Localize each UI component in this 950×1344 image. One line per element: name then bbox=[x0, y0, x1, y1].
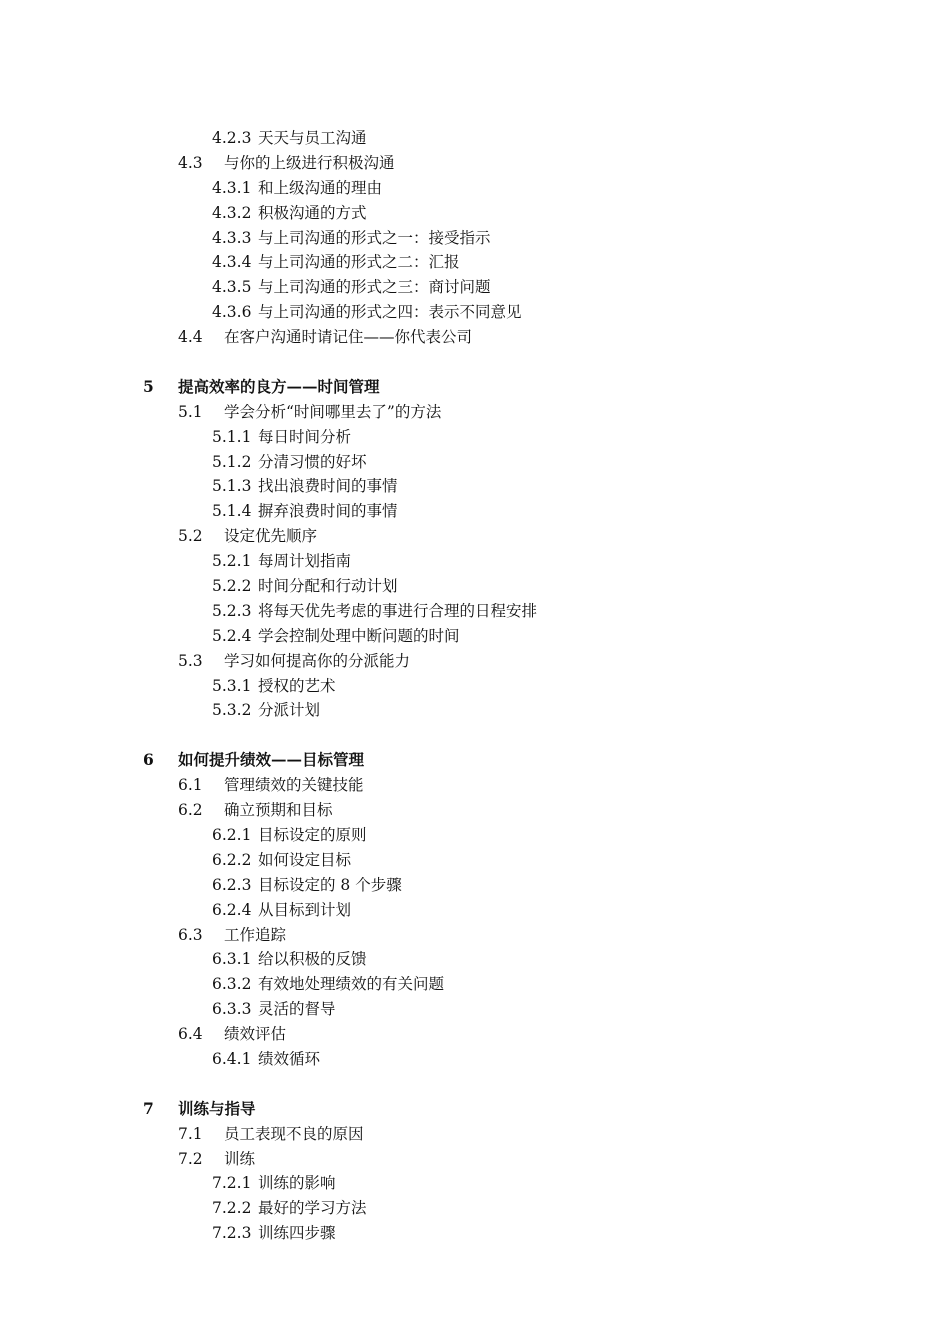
toc-subsection[interactable] bbox=[0, 1221, 950, 1246]
toc-section[interactable] bbox=[0, 798, 950, 823]
toc-title: 有效地处理绩效的有关问题 bbox=[258, 975, 445, 994]
toc-number: 6.3.3 bbox=[212, 1000, 252, 1019]
toc-number: 4.3.5 bbox=[212, 278, 252, 297]
toc-title: 如何设定目标 bbox=[258, 850, 352, 869]
toc-subsection[interactable] bbox=[0, 848, 950, 873]
toc-number: 5.3.2 bbox=[212, 701, 252, 720]
toc-number: 6.3 bbox=[178, 925, 203, 944]
toc-number: 6.1 bbox=[178, 776, 203, 795]
toc-title: 工作追踪 bbox=[224, 925, 287, 944]
toc-title: 授权的艺术 bbox=[258, 676, 336, 695]
toc-number: 6.2 bbox=[178, 801, 203, 820]
toc-section[interactable] bbox=[0, 524, 950, 549]
toc-subsection[interactable] bbox=[0, 947, 950, 972]
toc-section[interactable] bbox=[0, 1147, 950, 1172]
toc-title: 学会控制处理中断问题的时间 bbox=[258, 626, 460, 645]
toc-subsection[interactable] bbox=[0, 425, 950, 450]
toc-title: 与上司沟通的形式之四：表示不同意见 bbox=[258, 303, 522, 322]
toc-title: 最好的学习方法 bbox=[258, 1199, 367, 1218]
toc-number: 6.3.2 bbox=[212, 975, 252, 994]
toc-number: 5.1.4 bbox=[212, 502, 252, 521]
toc-title: 与上司沟通的形式之三：商讨问题 bbox=[258, 278, 491, 297]
toc-title: 灵活的督导 bbox=[258, 1000, 336, 1019]
toc-title: 如何提升绩效——目标管理 bbox=[178, 750, 365, 770]
toc-number: 6.2.3 bbox=[212, 875, 252, 894]
toc-subsection[interactable] bbox=[0, 823, 950, 848]
toc-number: 6.2.2 bbox=[212, 850, 252, 869]
toc-number: 5.2.1 bbox=[212, 552, 252, 571]
toc-number: 7.1 bbox=[178, 1124, 203, 1143]
toc-subsection[interactable] bbox=[0, 574, 950, 599]
toc-number: 5 bbox=[143, 376, 154, 396]
toc-title: 分派计划 bbox=[258, 701, 321, 720]
toc-title: 给以积极的反馈 bbox=[258, 950, 367, 969]
toc-title: 和上级沟通的理由 bbox=[258, 178, 383, 197]
toc-subsection[interactable] bbox=[0, 698, 950, 723]
toc-number: 6.4 bbox=[178, 1025, 203, 1044]
toc-title: 目标设定的 8 个步骤 bbox=[258, 875, 402, 894]
toc-spacer bbox=[0, 350, 950, 375]
toc-title: 找出浪费时间的事情 bbox=[258, 477, 398, 496]
toc-number: 7.2.1 bbox=[212, 1174, 252, 1193]
toc-number: 5.2.2 bbox=[212, 577, 252, 596]
toc-title: 训练的影响 bbox=[258, 1174, 336, 1193]
toc-section[interactable] bbox=[0, 400, 950, 425]
toc-number: 4.3.2 bbox=[212, 203, 252, 222]
toc-number: 7.2 bbox=[178, 1149, 203, 1168]
toc-subsection[interactable] bbox=[0, 300, 950, 325]
toc-title: 时间分配和行动计划 bbox=[258, 577, 398, 596]
toc-subsection[interactable] bbox=[0, 226, 950, 251]
toc-subsection[interactable] bbox=[0, 126, 950, 151]
toc-subsection[interactable] bbox=[0, 1171, 950, 1196]
toc-number: 4.4 bbox=[178, 328, 203, 347]
toc-number: 5.1 bbox=[178, 402, 203, 421]
toc-number: 7.2.3 bbox=[212, 1224, 252, 1243]
toc-title: 积极沟通的方式 bbox=[258, 203, 367, 222]
toc-title: 目标设定的原则 bbox=[258, 825, 367, 844]
toc-subsection[interactable] bbox=[0, 1196, 950, 1221]
toc-spacer bbox=[0, 1072, 950, 1097]
toc-number: 6.3.1 bbox=[212, 950, 252, 969]
toc-chapter[interactable] bbox=[0, 1097, 950, 1122]
toc-number: 5.2 bbox=[178, 527, 203, 546]
toc-subsection[interactable] bbox=[0, 549, 950, 574]
toc-chapter[interactable] bbox=[0, 375, 950, 400]
toc-title: 训练四步骤 bbox=[258, 1224, 336, 1243]
toc-title: 学习如何提高你的分派能力 bbox=[224, 651, 411, 670]
toc-section[interactable] bbox=[0, 325, 950, 350]
toc-subsection[interactable] bbox=[0, 176, 950, 201]
toc-number: 6.4.1 bbox=[212, 1049, 252, 1068]
toc-number: 7.2.2 bbox=[212, 1199, 252, 1218]
toc-section[interactable] bbox=[0, 649, 950, 674]
toc-number: 6 bbox=[143, 750, 154, 770]
toc-title: 训练与指导 bbox=[178, 1098, 256, 1118]
toc-section[interactable] bbox=[0, 923, 950, 948]
toc-title: 与你的上级进行积极沟通 bbox=[224, 153, 395, 172]
toc-title: 绩效评估 bbox=[224, 1025, 287, 1044]
toc-number: 5.3.1 bbox=[212, 676, 252, 695]
toc-number: 5.2.4 bbox=[212, 626, 252, 645]
toc-title: 员工表现不良的原因 bbox=[224, 1124, 364, 1143]
toc-title: 从目标到计划 bbox=[258, 900, 352, 919]
toc-number: 4.3.6 bbox=[212, 303, 252, 322]
toc-chapter[interactable] bbox=[0, 748, 950, 773]
toc-title: 天天与员工沟通 bbox=[258, 129, 367, 147]
toc-number: 4.3.1 bbox=[212, 178, 252, 197]
toc-number: 5.1.3 bbox=[212, 477, 252, 496]
toc-subsection[interactable] bbox=[0, 599, 950, 624]
toc-section[interactable] bbox=[0, 1122, 950, 1147]
toc-number: 4.3 bbox=[178, 153, 203, 172]
toc-subsection[interactable] bbox=[0, 474, 950, 499]
toc-title: 提高效率的良方——时间管理 bbox=[178, 376, 380, 396]
toc-number: 7 bbox=[143, 1098, 154, 1118]
toc-title: 训练 bbox=[224, 1149, 256, 1168]
toc-subsection[interactable] bbox=[0, 250, 950, 275]
toc-title: 摒弃浪费时间的事情 bbox=[258, 502, 398, 521]
toc-title: 管理绩效的关键技能 bbox=[224, 776, 364, 795]
toc-number: 5.3 bbox=[178, 651, 203, 670]
toc-number: 5.1.1 bbox=[212, 427, 252, 446]
toc-subsection[interactable] bbox=[0, 972, 950, 997]
toc-subsection[interactable] bbox=[0, 201, 950, 226]
toc-subsection[interactable] bbox=[0, 1047, 950, 1072]
toc-subsection[interactable] bbox=[0, 873, 950, 898]
toc-title: 确立预期和目标 bbox=[224, 801, 333, 820]
toc-title: 学会分析“时间哪里去了”的方法 bbox=[224, 402, 442, 421]
toc-subsection[interactable] bbox=[0, 624, 950, 649]
toc-number: 5.1.2 bbox=[212, 452, 252, 471]
toc-section[interactable] bbox=[0, 1022, 950, 1047]
toc-title: 分清习惯的好坏 bbox=[258, 452, 367, 471]
toc-title: 每周计划指南 bbox=[258, 552, 352, 571]
toc-number: 6.2.4 bbox=[212, 900, 252, 919]
toc-title: 与上司沟通的形式之二：汇报 bbox=[258, 253, 460, 272]
toc-title: 绩效循环 bbox=[258, 1049, 321, 1068]
toc-subsection[interactable] bbox=[0, 499, 950, 524]
toc-number: 4.3.4 bbox=[212, 253, 252, 272]
toc-subsection[interactable] bbox=[0, 450, 950, 475]
toc-number: 4.2.3 bbox=[212, 129, 252, 147]
toc-number: 5.2.3 bbox=[212, 601, 252, 620]
toc-subsection[interactable] bbox=[0, 275, 950, 300]
toc-number: 6.2.1 bbox=[212, 825, 252, 844]
toc-subsection[interactable] bbox=[0, 898, 950, 923]
toc-title: 将每天优先考虑的事进行合理的日程安排 bbox=[258, 601, 538, 620]
toc-section[interactable] bbox=[0, 151, 950, 176]
toc-title: 在客户沟通时请记住——你代表公司 bbox=[224, 328, 473, 347]
toc-title: 与上司沟通的形式之一：接受指示 bbox=[258, 228, 491, 247]
table-of-contents bbox=[0, 126, 950, 1246]
toc-title: 设定优先顺序 bbox=[224, 527, 318, 546]
toc-number: 4.3.3 bbox=[212, 228, 252, 247]
toc-subsection[interactable] bbox=[0, 997, 950, 1022]
toc-title: 每日时间分析 bbox=[258, 427, 352, 446]
toc-spacer bbox=[0, 723, 950, 748]
toc-section[interactable] bbox=[0, 773, 950, 798]
toc-subsection[interactable] bbox=[0, 674, 950, 699]
